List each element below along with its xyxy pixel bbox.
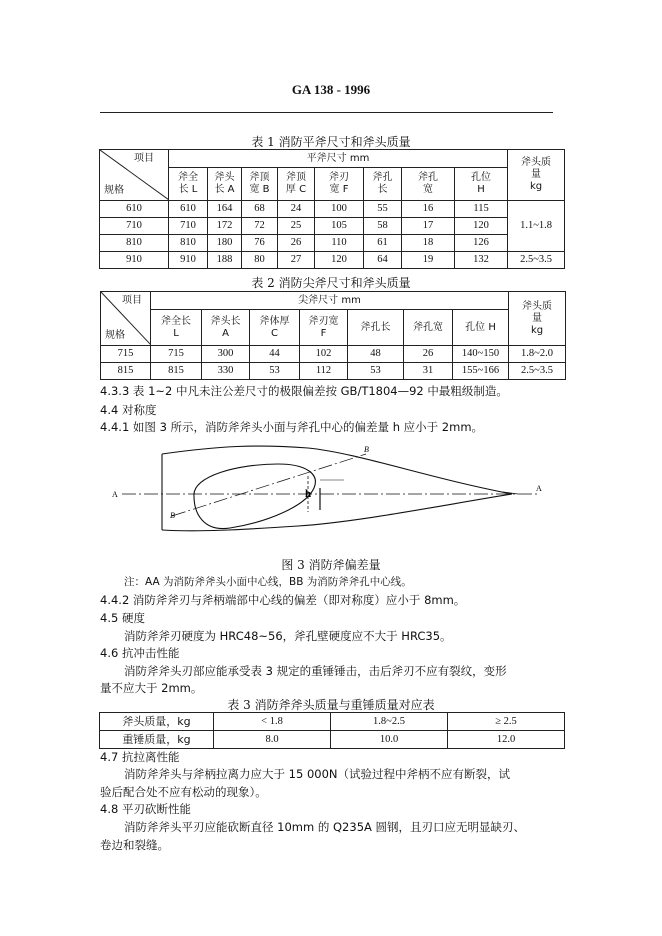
table1-col-header: 斧全 长 L [169, 168, 208, 201]
section-4-6: 4.6 抗冲击性能 [100, 646, 180, 660]
para-4-4-1: 4.4.1 如图 3 所示，消防斧斧头小面与斧孔中心的偏差量 h 应小于 2mm。 [100, 420, 484, 434]
table1-group-header: 平斧尺寸 mm [169, 150, 508, 168]
table2-col-header: 孔位 H [453, 310, 509, 346]
para-4-8-line2: 卷边和裂缝。 [100, 838, 169, 852]
table-row: 重锤质量，kg 8.0 10.0 12.0 [100, 731, 565, 749]
table1-col-header: 斧顶 厚 C [278, 168, 315, 201]
corner-bottom-label: 规格 [104, 185, 124, 196]
axis-bb [172, 454, 366, 516]
table1-col-header: 孔位 H [455, 168, 508, 201]
table1-col-header: 斧头 长 A [208, 168, 242, 201]
para-4-7-line2: 验后配合处不应有松动的现象）。 [100, 785, 267, 799]
table2-col-header: 斧全长 L [151, 310, 202, 346]
para-4-3-3: 4.3.3 表 1~2 中凡未注公差尺寸的极限偏差按 GB/T1804—92 中最粗级制造。 [100, 384, 508, 398]
table2 [100, 291, 566, 380]
label-a-right: A [536, 484, 542, 493]
table1-col-header: 斧顶 宽 B [242, 168, 278, 201]
table2-mass-header: 斧头质 量 kg [509, 292, 566, 346]
standard-header: GA 138 - 1996 [291, 82, 371, 97]
table1-corner-cell [100, 150, 169, 201]
table1-col-header: 斧孔 宽 [402, 168, 455, 201]
eye-hole-outline [194, 464, 315, 529]
header-rule [100, 112, 553, 113]
mass-header-line: 量 [531, 169, 542, 180]
table2-col-header: 斧孔宽 [404, 310, 453, 346]
table2-group-header: 尖斧尺寸 mm [151, 292, 509, 310]
corner-top-label: 项目 [122, 295, 142, 306]
para-4-8-line1: 消防斧斧头平刃应能砍断直径 10mm 的 Q235A 圆钢，且刃口应无明显缺刃、 [124, 820, 526, 834]
table2-col-header: 斧孔长 [348, 310, 404, 346]
table3 [99, 712, 565, 749]
label-a-left: A [112, 490, 118, 499]
section-4-8: 4.8 平刃砍断性能 [100, 802, 191, 816]
figure-3-caption: 图 3 消防斧偏差量 [281, 558, 381, 572]
table-row: 斧头质量，kg < 1.8 1.8~2.5 ≥ 2.5 [100, 713, 565, 731]
label-h: h [305, 488, 312, 500]
para-4-4-2: 4.4.2 消防斧斧刃与斧柄端部中心线的偏差（即对称度）应小于 8mm。 [100, 593, 466, 607]
label-b-top: B [364, 445, 369, 454]
label-b-bottom: B [170, 511, 175, 520]
table3-caption: 表 3 消防斧斧头质量与重锤质量对应表 [227, 698, 435, 712]
table1-col-header: 斧孔 长 [364, 168, 402, 201]
para-4-6-line1: 消防斧斧头刃部应能承受表 3 规定的重锤锤击，击后斧刃不应有裂纹，变形 [124, 664, 507, 678]
table1-col-header: 斧刃 宽 F [315, 168, 364, 201]
table1 [99, 149, 565, 269]
para-4-7-line1: 消防斧斧头与斧柄拉离力应大于 15 000N（试验过程中斧柄不应有断裂，试 [124, 767, 510, 781]
corner-bottom-label: 规格 [105, 330, 125, 341]
table-row: 910 910 188 80 27 120 64 19 132 2.5~3.5 [100, 252, 565, 269]
table2-corner-cell [101, 292, 151, 346]
mass-value: 1.1~1.8 [508, 201, 565, 252]
table2-col-header: 斧体厚 C [250, 310, 300, 346]
table-row: 715 715 300 44 102 48 26 140~150 1.8~2.0 [101, 346, 566, 363]
table1-caption: 表 1 消防平斧尺寸和斧头质量 [251, 135, 411, 149]
table-row: 610 610 164 68 24 100 55 16 115 1.1~1.8 [100, 201, 565, 218]
table2-col-header: 斧头长 A [202, 310, 250, 346]
mass-header-line: 斧头质 [521, 157, 552, 168]
table-row: 710 710 172 72 25 105 58 17 120 [100, 218, 565, 235]
table-row: 815 815 330 53 112 53 31 155~166 2.5~3.5 [101, 363, 566, 380]
table2-caption: 表 2 消防尖斧尺寸和斧头质量 [251, 276, 411, 290]
section-4-4: 4.4 对称度 [100, 403, 157, 417]
section-4-5: 4.5 硬度 [100, 611, 145, 625]
table2-col-header: 斧刃宽 F [300, 310, 348, 346]
figure-3-axe-offset-diagram [108, 440, 548, 545]
table-row: 810 810 180 76 26 110 61 18 126 [100, 235, 565, 252]
corner-top-label: 项目 [134, 153, 154, 164]
para-4-6-line2: 量不应大于 2mm。 [100, 681, 203, 695]
mass-value: 2.5~3.5 [508, 252, 565, 269]
para-4-5: 消防斧斧刃硬度为 HRC48~56，斧孔壁硬度应不大于 HRC35。 [124, 629, 452, 643]
figure-3-note: 注：AA 为消防斧斧头小面中心线，BB 为消防斧斧孔中心线。 [124, 576, 412, 588]
table1-mass-header [508, 150, 565, 201]
mass-header-line: kg [529, 181, 543, 192]
axe-outline [162, 446, 512, 531]
section-4-7: 4.7 抗拉离性能 [100, 750, 180, 764]
